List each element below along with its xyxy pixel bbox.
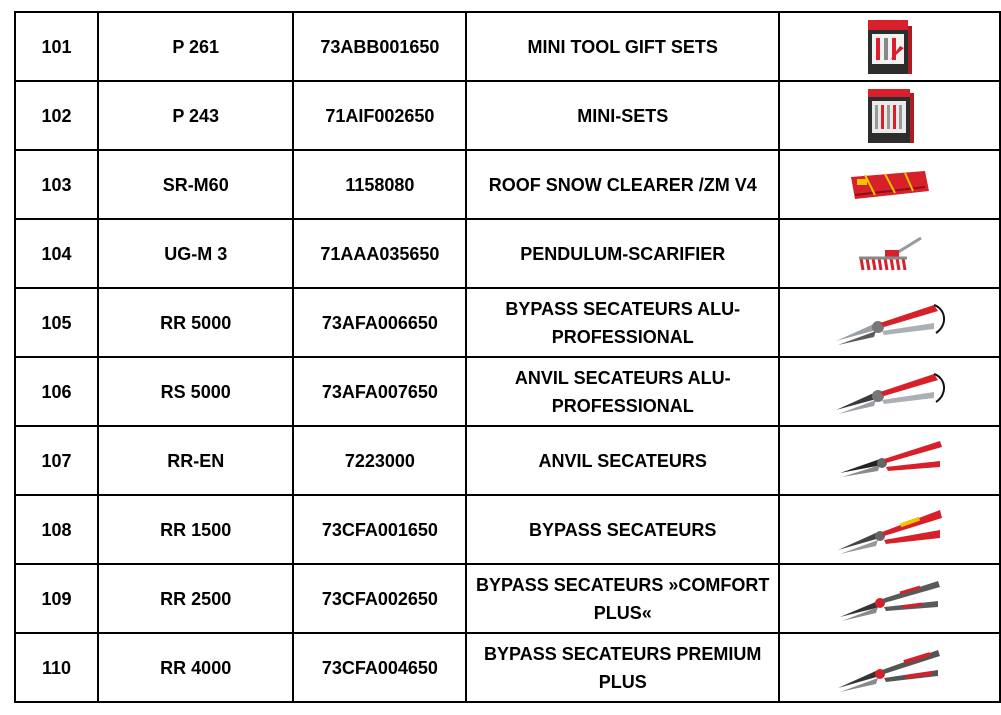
item-number: 102 (15, 81, 98, 150)
item-number: 110 (15, 633, 98, 702)
model-code: RR 1500 (98, 495, 293, 564)
model-code: RR 5000 (98, 288, 293, 357)
table-row (15, 150, 1000, 219)
product-image-cell (779, 219, 1000, 288)
table-row (15, 495, 1000, 564)
table-row (15, 357, 1000, 426)
item-number: 106 (15, 357, 98, 426)
product-description: BYPASS SECATEURS »COMFORT PLUS« (466, 564, 779, 633)
article-number: 73CFA004650 (293, 633, 466, 702)
item-number: 108 (15, 495, 98, 564)
article-number: 71AAA035650 (293, 219, 466, 288)
article-number: 73AFA006650 (293, 288, 466, 357)
product-description: PENDULUM-SCARIFIER (466, 219, 779, 288)
model-code: P 243 (98, 81, 293, 150)
model-code: SR-M60 (98, 150, 293, 219)
article-number: 71AIF002650 (293, 81, 466, 150)
table-row (15, 633, 1000, 702)
secateurs-icon (830, 571, 950, 627)
table-row (15, 219, 1000, 288)
product-image-cell (779, 495, 1000, 564)
product-image-cell (779, 81, 1000, 150)
article-number: 73CFA002650 (293, 564, 466, 633)
mini-set-icon (860, 85, 920, 147)
model-code: RS 5000 (98, 357, 293, 426)
mini-tool-gift-set-icon (860, 16, 920, 78)
article-number: 73ABB001650 (293, 12, 466, 81)
item-number: 101 (15, 12, 98, 81)
secateurs-icon (830, 362, 950, 422)
product-description: ANVIL SECATEURS (466, 426, 779, 495)
product-image-cell (779, 564, 1000, 633)
model-code: P 261 (98, 12, 293, 81)
product-image-cell (779, 426, 1000, 495)
item-number: 104 (15, 219, 98, 288)
item-number: 105 (15, 288, 98, 357)
table-row (15, 81, 1000, 150)
article-number: 73AFA007650 (293, 357, 466, 426)
article-number: 7223000 (293, 426, 466, 495)
product-image-cell (779, 150, 1000, 219)
table-row (15, 426, 1000, 495)
scarifier-icon (855, 232, 925, 276)
product-image-cell (779, 633, 1000, 702)
product-description: ROOF SNOW CLEARER /ZM V4 (466, 150, 779, 219)
secateurs-icon (830, 500, 950, 560)
table-row (15, 564, 1000, 633)
product-description: BYPASS SECATEURS ALU-PROFESSIONAL (466, 288, 779, 357)
table-row (15, 12, 1000, 81)
article-number: 1158080 (293, 150, 466, 219)
product-image-cell (779, 288, 1000, 357)
model-code: RR-EN (98, 426, 293, 495)
product-description: BYPASS SECATEURS (466, 495, 779, 564)
product-image-cell (779, 12, 1000, 81)
item-number: 107 (15, 426, 98, 495)
product-description: MINI TOOL GIFT SETS (466, 12, 779, 81)
secateurs-icon (830, 638, 950, 698)
secateurs-icon (830, 433, 950, 489)
article-number: 73CFA001650 (293, 495, 466, 564)
product-description: BYPASS SECATEURS PREMIUM PLUS (466, 633, 779, 702)
product-table (14, 11, 1001, 703)
model-code: RR 4000 (98, 633, 293, 702)
secateurs-icon (830, 293, 950, 353)
roof-snow-clearer-icon (845, 165, 935, 205)
item-number: 109 (15, 564, 98, 633)
model-code: UG-M 3 (98, 219, 293, 288)
item-number: 103 (15, 150, 98, 219)
table-row (15, 288, 1000, 357)
product-description: ANVIL SECATEURS ALU-PROFESSIONAL (466, 357, 779, 426)
product-image-cell (779, 357, 1000, 426)
model-code: RR 2500 (98, 564, 293, 633)
product-description: MINI-SETS (466, 81, 779, 150)
